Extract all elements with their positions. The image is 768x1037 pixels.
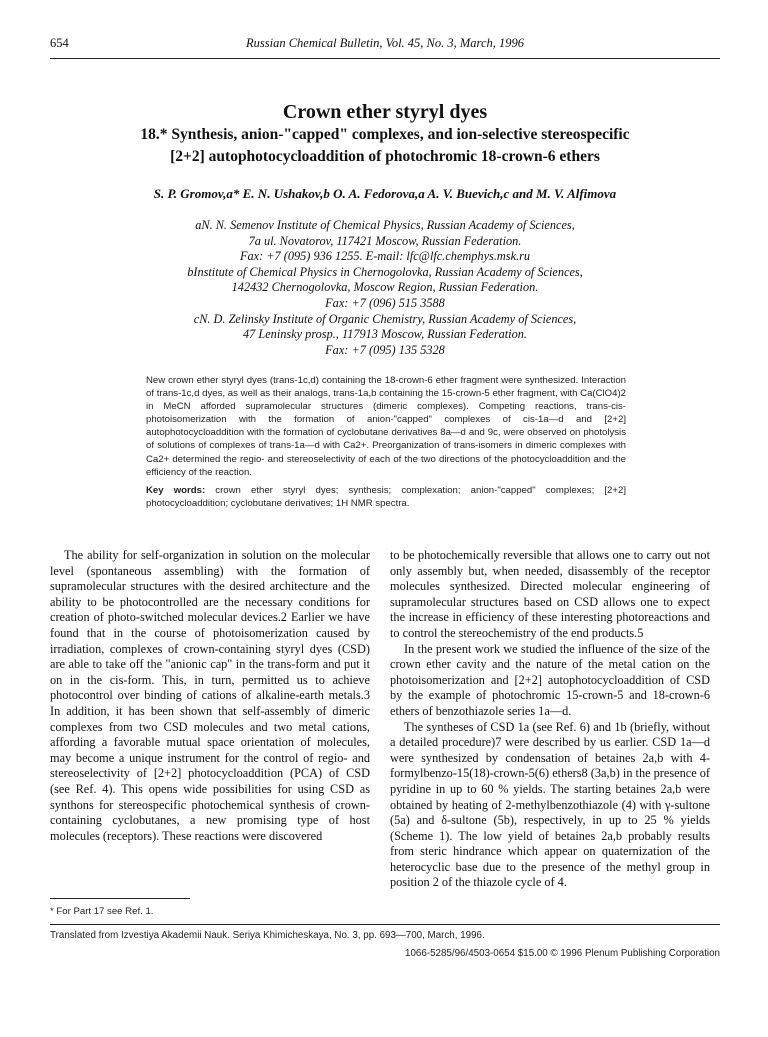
body-column-left	[50, 548, 370, 844]
body-column-right	[390, 548, 710, 891]
abstract	[146, 374, 626, 510]
article-subtitle-line-2: [2+2] autophotocycloaddition of photochromic 18-crown-6 ethers	[170, 148, 600, 165]
affiliation-line: Fax: +7 (095) 135 5328	[325, 342, 445, 357]
affiliation-line: 47 Leninsky prosp., 117913 Moscow, Russian Federation.	[243, 327, 527, 342]
keywords	[146, 484, 626, 510]
body-paragraph: to be photochemically reversible that allows one to carry out not only assembly but, when needed, disassembly of the receptor molecules synthesized. Directed molecular engineering of supramolecular structures based on CSD allows one to expect the increase in efficiency of these interesting photoreactions and to control the stereochemistry of the end products.5	[390, 548, 710, 640]
affiliation-line: bInstitute of Chemical Physics in Chernogolovka, Russian Academy of Sciences,	[187, 264, 583, 279]
affiliation-line: Fax: +7 (095) 936 1255. E-mail: lfc@lfc.chemphys.msk.ru	[239, 249, 531, 264]
affiliation-line: Fax: +7 (096) 515 3588	[325, 295, 445, 310]
abstract-text: New crown ether styryl dyes (trans-1c,d) containing the 18-crown-6 ether fragment were synthesized. Interaction of trans-1c,d dyes, as well as their analogs, trans-1a,b containing the 15-crown-5 ether fragment, with Ca(ClO4)2 in MeCN afforded supramolecular structures (dimeric complexes). Competing reactions, trans-cis-photoisomerization with the formation of anion-"capped" complexes of cis-1a—d and [2+2] autophotocycloaddition with the formation of cyclobutane derivatives 8a—d and 9c, were observed on photolysis of solutions of complexes of trans-1a—d with Ca2+. Preorganization of trans-isomers in dimeric complexes with Ca2+ determined the regio- and stereoselectivity of each of the two directions of the photocycloaddition and the efficiency of the reaction.	[146, 375, 626, 478]
footnote: * For Part 17 see Ref. 1.	[50, 906, 154, 917]
title-block	[50, 100, 720, 168]
translation-note: Translated from Izvestiya Akademii Nauk. Seriya Khimicheskaya, No. 3, pp. 693—700, March, 1996.	[50, 930, 485, 941]
affiliations	[50, 218, 720, 358]
article-title: Crown ether styryl dyes	[282, 101, 488, 123]
author-list: S. P. Gromov,a* E. N. Ushakov,b O. A. Fedorova,a A. V. Buevich,c and M. V. Alfimova	[153, 186, 617, 201]
keywords-label: Key words:	[146, 484, 206, 496]
header-divider	[50, 58, 720, 59]
page-number: 654	[50, 36, 69, 50]
body-paragraph: In the present work we studied the influence of the size of the crown ether cavity and the nature of the metal cation on the photoisomerization and [2+2] autophotocycloaddition of CSD by the example of photochromic 15-crown-5 and 18-crown-6 ethers of benzothiazole series 1a—d.	[390, 641, 710, 718]
affiliation-line: aN. N. Semenov Institute of Chemical Physics, Russian Academy of Sciences,	[195, 218, 575, 232]
article-subtitle-line-1: 18.* Synthesis, anion-"capped" complexes, and ion-selective stereospecific	[140, 126, 630, 143]
affiliation-line: cN. D. Zelinsky Institute of Organic Chemistry, Russian Academy of Sciences,	[193, 311, 577, 326]
keywords-text: crown ether styryl dyes; synthesis; complexation; anion-"capped" complexes; [2+2] photocycloaddition; cyclobutane derivatives; 1H NMR spectra.	[146, 484, 626, 509]
body-paragraph: The syntheses of CSD 1a (see Ref. 6) and 1b (briefly, without a detailed procedure)7 were described by us earlier. CSD 1a—d were synthesized by condensation of betaines 2a,b with 4-formylbenzo-15(18)-crown-5(6) ethers8 (3a,b) in the presence of pyridine in up to 60 % yields. The starting betaines 2a,b were obtained by heating of 2-methylbenzothiazole (4) with γ-sultone (5a) and δ-sultone (5b), respectively, in up to 25 % yields (Scheme 1). The low yield of betaines 2a,b probably results from steric hindrance which appear on quaternization of the heterocyclic base due to the presence of the methyl group in position 2 of the thiazole cycle of 4.	[390, 719, 710, 890]
journal-citation: Russian Chemical Bulletin, Vol. 45, No. 3, March, 1996	[246, 36, 524, 50]
copyright-line: 1066-5285/96/4503-0654 $15.00 © 1996 Plenum Publishing Corporation	[405, 948, 720, 959]
running-header	[50, 36, 720, 56]
body-paragraph: The ability for self-organization in solution on the molecular level (spontaneous assembling) with the formation of supramolecular structures with the desired architecture and the ability to be photocontrolled are the necessary conditions for creation of photo-switched molecular devices.2 Earlier we have found that in the course of photoisomerization caused by irradiation, complexes of crown-containing styryl dyes (CSD) are able to take off the "anionic cap" in the trans-form and put it on in the cis-form. This, in turn, permitted us to achieve photocontrol over binding of cations of alkaline-earth metals.3 In addition, it has been shown that self-assembly of dimeric complexes from two CSD molecules and two metal cations, affording a favorable mutual space orientation of molecules, may become a unique instrument for the control of regio- and stereoselectivity of [2+2] photocycloaddition (PCA) of CSD (see Ref. 4). This opens wide possibilities for using CSD as synthons for stereospecific photochemical synthesis of crown-containing cyclobutanes, a new promising type of host molecules (receptors). These reactions were discovered	[50, 548, 370, 843]
footer-divider	[50, 924, 720, 925]
footnote-divider	[50, 898, 190, 899]
affiliation-line: 142432 Chernogolovka, Moscow Region, Russian Federation.	[231, 280, 539, 295]
affiliation-line: 7a ul. Novatorov, 117421 Moscow, Russian Federation.	[248, 233, 522, 248]
